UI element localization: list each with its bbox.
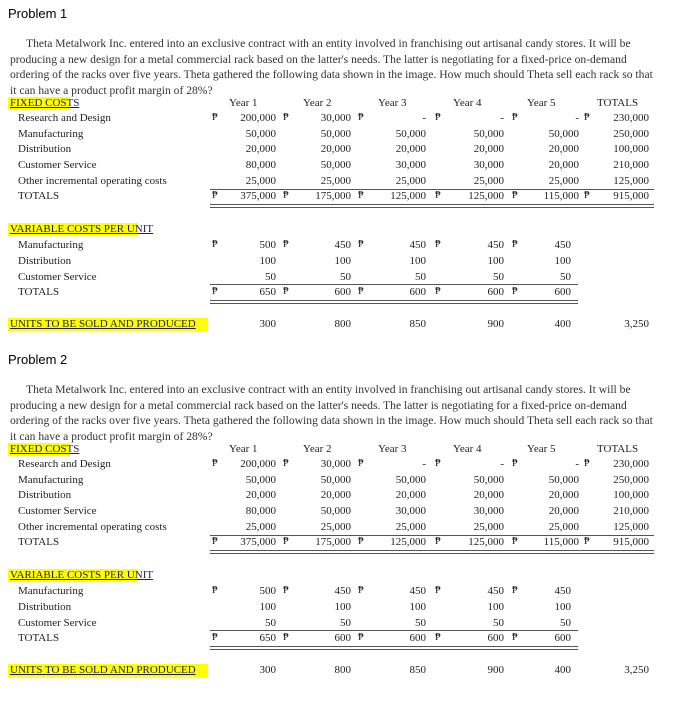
value: 100 — [409, 255, 426, 267]
value: 600 — [334, 632, 351, 644]
value: 20,000 — [245, 489, 276, 501]
value: 125,000 — [390, 190, 426, 202]
variable-row — [0, 239, 676, 254]
value: 250,000 — [613, 128, 649, 140]
year-5-header: Year 5 — [527, 443, 556, 455]
value: 20,000 — [245, 143, 276, 155]
fixed-row — [0, 112, 676, 127]
fixed-totals-row — [0, 536, 676, 551]
peso-sign: ₱ — [435, 632, 441, 643]
value: 175,000 — [315, 190, 351, 202]
year-2-header: Year 2 — [303, 97, 332, 109]
row-label: Distribution — [18, 143, 72, 155]
peso-sign: ₱ — [358, 632, 364, 643]
peso-sign: ₱ — [435, 286, 441, 297]
value: 100 — [259, 255, 276, 267]
peso-sign: ₱ — [512, 286, 518, 297]
value: 25,000 — [320, 175, 351, 187]
row-label: Distribution — [18, 601, 72, 613]
value: 20,000 — [395, 489, 426, 501]
variable-row — [0, 601, 676, 616]
variable-header-row — [0, 569, 676, 584]
value: 915,000 — [613, 190, 649, 202]
value: 50 — [265, 617, 276, 629]
value: 375,000 — [240, 536, 276, 548]
fixed-header-row — [0, 443, 676, 458]
peso-sign: ₱ — [512, 536, 518, 547]
variable-row — [0, 585, 676, 600]
row-label: Other incremental operating costs — [18, 175, 167, 187]
value: 20,000 — [473, 143, 504, 155]
fixed-row — [0, 474, 676, 489]
problem-title: Problem 1 — [8, 6, 68, 21]
peso-sign: ₱ — [435, 239, 441, 250]
peso-sign: ₱ — [512, 190, 518, 201]
peso-sign: ₱ — [584, 536, 590, 547]
row-label: Research and Design — [18, 458, 111, 470]
value: 20,000 — [320, 143, 351, 155]
year-4-header: Year 4 — [453, 443, 482, 455]
value: 50 — [415, 617, 426, 629]
value: 30,000 — [473, 159, 504, 171]
peso-sign: ₱ — [358, 286, 364, 297]
units-header: UNITS TO BE SOLD AND PRODUCED — [10, 664, 196, 676]
value: 30,000 — [395, 505, 426, 517]
value: 600 — [487, 632, 504, 644]
peso-sign: ₱ — [358, 585, 364, 596]
variable-header-row — [0, 223, 676, 238]
value: 20,000 — [548, 489, 579, 501]
value: - — [500, 112, 504, 124]
fixed-row — [0, 458, 676, 473]
value: 25,000 — [320, 521, 351, 533]
value: 600 — [554, 632, 571, 644]
totals-header: TOTALS — [597, 97, 639, 109]
variable-totals-row — [0, 286, 676, 301]
value: 450 — [487, 585, 504, 597]
value: 20,000 — [320, 489, 351, 501]
value: 650 — [259, 286, 276, 298]
fixed-row — [0, 175, 676, 190]
row-label: Research and Design — [18, 112, 111, 124]
peso-sign: ₱ — [584, 190, 590, 201]
units-header: UNITS TO BE SOLD AND PRODUCED — [10, 318, 196, 330]
value: 600 — [409, 632, 426, 644]
value: 100 — [487, 601, 504, 613]
fixed-header-row — [0, 97, 676, 112]
row-label: Distribution — [18, 255, 72, 267]
value: 20,000 — [548, 159, 579, 171]
variable-row — [0, 255, 676, 270]
row-label: Other incremental operating costs — [18, 521, 167, 533]
peso-sign: ₱ — [283, 536, 289, 547]
peso-sign: ₱ — [283, 286, 289, 297]
value: 50,000 — [320, 128, 351, 140]
value: 50 — [560, 617, 571, 629]
value: 125,000 — [613, 521, 649, 533]
peso-sign: ₱ — [512, 458, 518, 469]
value: 50,000 — [320, 505, 351, 517]
peso-sign: ₱ — [512, 239, 518, 250]
value: 80,000 — [245, 159, 276, 171]
value: 600 — [554, 286, 571, 298]
value: 115,000 — [543, 536, 579, 548]
value: 850 — [409, 318, 426, 330]
peso-sign: ₱ — [435, 585, 441, 596]
row-label: TOTALS — [18, 286, 60, 298]
value: 50,000 — [548, 474, 579, 486]
value: 450 — [409, 585, 426, 597]
value: 25,000 — [245, 175, 276, 187]
value: 600 — [487, 286, 504, 298]
peso-sign: ₱ — [283, 458, 289, 469]
value: 20,000 — [395, 143, 426, 155]
value: 600 — [334, 286, 351, 298]
peso-sign: ₱ — [212, 239, 218, 250]
value: 375,000 — [240, 190, 276, 202]
value: 30,000 — [473, 505, 504, 517]
value: - — [575, 458, 579, 470]
year-4-header: Year 4 — [453, 97, 482, 109]
peso-sign: ₱ — [358, 190, 364, 201]
year-1-header: Year 1 — [229, 97, 258, 109]
value: 400 — [554, 318, 571, 330]
peso-sign: ₱ — [512, 632, 518, 643]
value: 50 — [493, 617, 504, 629]
variable-costs-header: VARIABLE COSTS PER UNIT — [10, 223, 154, 235]
value: 100,000 — [613, 143, 649, 155]
fixed-row — [0, 505, 676, 520]
peso-sign: ₱ — [283, 632, 289, 643]
value: 100 — [409, 601, 426, 613]
row-label: Customer Service — [18, 505, 97, 517]
peso-sign: ₱ — [212, 286, 218, 297]
fixed-row — [0, 521, 676, 536]
peso-sign: ₱ — [283, 239, 289, 250]
value: 50 — [265, 271, 276, 283]
peso-sign: ₱ — [358, 239, 364, 250]
value: 400 — [554, 664, 571, 676]
peso-sign: ₱ — [435, 190, 441, 201]
value: 50 — [340, 271, 351, 283]
value: 50,000 — [395, 128, 426, 140]
peso-sign: ₱ — [212, 536, 218, 547]
value: 30,000 — [320, 458, 351, 470]
value: 50,000 — [473, 474, 504, 486]
fixed-row — [0, 489, 676, 504]
row-label: Distribution — [18, 489, 72, 501]
value: 300 — [259, 318, 276, 330]
value: 25,000 — [473, 175, 504, 187]
value: 900 — [487, 664, 504, 676]
totals-header: TOTALS — [597, 443, 639, 455]
value: - — [422, 112, 426, 124]
peso-sign: ₱ — [212, 585, 218, 596]
peso-sign: ₱ — [283, 190, 289, 201]
value: 230,000 — [613, 458, 649, 470]
row-label: Manufacturing — [18, 474, 84, 486]
value: 125,000 — [468, 536, 504, 548]
fixed-row — [0, 143, 676, 158]
peso-sign: ₱ — [435, 536, 441, 547]
peso-sign: ₱ — [283, 585, 289, 596]
value: 125,000 — [468, 190, 504, 202]
value: 200,000 — [240, 458, 276, 470]
value: 115,000 — [543, 190, 579, 202]
value: 450 — [334, 585, 351, 597]
value: 25,000 — [548, 175, 579, 187]
value: 25,000 — [473, 521, 504, 533]
value: 800 — [334, 664, 351, 676]
variable-totals-row — [0, 632, 676, 647]
units-row — [0, 664, 676, 679]
row-label: TOTALS — [18, 536, 60, 548]
value: 20,000 — [548, 505, 579, 517]
value: 50,000 — [395, 474, 426, 486]
value: 125,000 — [390, 536, 426, 548]
value: 250,000 — [613, 474, 649, 486]
value: 175,000 — [315, 536, 351, 548]
value: 100 — [259, 601, 276, 613]
value: 25,000 — [395, 521, 426, 533]
value: 850 — [409, 664, 426, 676]
value: 100 — [554, 255, 571, 267]
value: 20,000 — [473, 489, 504, 501]
value: 50,000 — [320, 474, 351, 486]
value: 800 — [334, 318, 351, 330]
fixed-costs-header: FIXED COSTS — [10, 97, 80, 109]
value: 650 — [259, 632, 276, 644]
peso-sign: ₱ — [212, 112, 218, 123]
peso-sign: ₱ — [212, 458, 218, 469]
value: 30,000 — [395, 159, 426, 171]
value: 30,000 — [320, 112, 351, 124]
value: 450 — [409, 239, 426, 251]
problem-text: Theta Metalwork Inc. entered into an exclusive contract with an entity involved in franchising out artisanal candy stores. It will be producing a new design for a metal commercial rack based on the latter's needs. The latter is negotiating for a fixed-price on-demand ordering of the racks over five years. Theta gathered the following data shown in the image. How much should Theta sell each rack so that it can have a product profit margin of 28%? — [10, 37, 653, 97]
value: 300 — [259, 664, 276, 676]
value: 50,000 — [473, 128, 504, 140]
value: 100,000 — [613, 489, 649, 501]
value: 900 — [487, 318, 504, 330]
row-label: TOTALS — [18, 190, 60, 202]
value: 20,000 — [548, 143, 579, 155]
peso-sign: ₱ — [435, 112, 441, 123]
value: 450 — [487, 239, 504, 251]
value: 210,000 — [613, 159, 649, 171]
peso-sign: ₱ — [212, 632, 218, 643]
value: 500 — [259, 239, 276, 251]
value: - — [422, 458, 426, 470]
peso-sign: ₱ — [212, 190, 218, 201]
value: 50 — [340, 617, 351, 629]
row-label: Customer Service — [18, 271, 97, 283]
value: 600 — [409, 286, 426, 298]
value: 25,000 — [245, 521, 276, 533]
value: 25,000 — [548, 521, 579, 533]
value: 100 — [487, 255, 504, 267]
value: 3,250 — [624, 318, 649, 330]
peso-sign: ₱ — [283, 112, 289, 123]
units-row — [0, 318, 676, 333]
fixed-row — [0, 159, 676, 174]
value: 50,000 — [548, 128, 579, 140]
peso-sign: ₱ — [512, 112, 518, 123]
value: 80,000 — [245, 505, 276, 517]
value: 3,250 — [624, 664, 649, 676]
year-2-header: Year 2 — [303, 443, 332, 455]
row-label: Customer Service — [18, 159, 97, 171]
row-label: TOTALS — [18, 632, 60, 644]
row-label: Manufacturing — [18, 128, 84, 140]
value: 25,000 — [395, 175, 426, 187]
row-label: Manufacturing — [18, 585, 84, 597]
value: 230,000 — [613, 112, 649, 124]
value: 450 — [554, 585, 571, 597]
variable-costs-header: VARIABLE COSTS PER UNIT — [10, 569, 154, 581]
value: 50,000 — [245, 128, 276, 140]
value: 450 — [334, 239, 351, 251]
fixed-costs-header: FIXED COSTS — [10, 443, 80, 455]
year-5-header: Year 5 — [527, 97, 556, 109]
value: 500 — [259, 585, 276, 597]
value: - — [575, 112, 579, 124]
problem-title: Problem 2 — [8, 352, 68, 367]
peso-sign: ₱ — [435, 458, 441, 469]
peso-sign: ₱ — [358, 112, 364, 123]
peso-sign: ₱ — [358, 536, 364, 547]
value: 100 — [554, 601, 571, 613]
value: 50 — [493, 271, 504, 283]
value: 100 — [334, 601, 351, 613]
value: 200,000 — [240, 112, 276, 124]
value: 450 — [554, 239, 571, 251]
value: 50 — [415, 271, 426, 283]
peso-sign: ₱ — [358, 458, 364, 469]
value: 100 — [334, 255, 351, 267]
row-label: Customer Service — [18, 617, 97, 629]
row-label: Manufacturing — [18, 239, 84, 251]
value: 210,000 — [613, 505, 649, 517]
value: 50 — [560, 271, 571, 283]
fixed-row — [0, 128, 676, 143]
year-1-header: Year 1 — [229, 443, 258, 455]
fixed-totals-row — [0, 190, 676, 205]
year-3-header: Year 3 — [378, 97, 407, 109]
peso-sign: ₱ — [584, 112, 590, 123]
value: 50,000 — [320, 159, 351, 171]
value: - — [500, 458, 504, 470]
peso-sign: ₱ — [512, 585, 518, 596]
problem-text: Theta Metalwork Inc. entered into an exclusive contract with an entity involved in franchising out artisanal candy stores. It will be producing a new design for a metal commercial rack based on the latter's needs. The latter is negotiating for a fixed-price on-demand ordering of the racks over five years. Theta gathered the following data shown in the image. How much should Theta sell each rack so that it can have a product profit margin of 28%? — [10, 383, 653, 443]
value: 50,000 — [245, 474, 276, 486]
year-3-header: Year 3 — [378, 443, 407, 455]
value: 125,000 — [613, 175, 649, 187]
value: 915,000 — [613, 536, 649, 548]
peso-sign: ₱ — [584, 458, 590, 469]
